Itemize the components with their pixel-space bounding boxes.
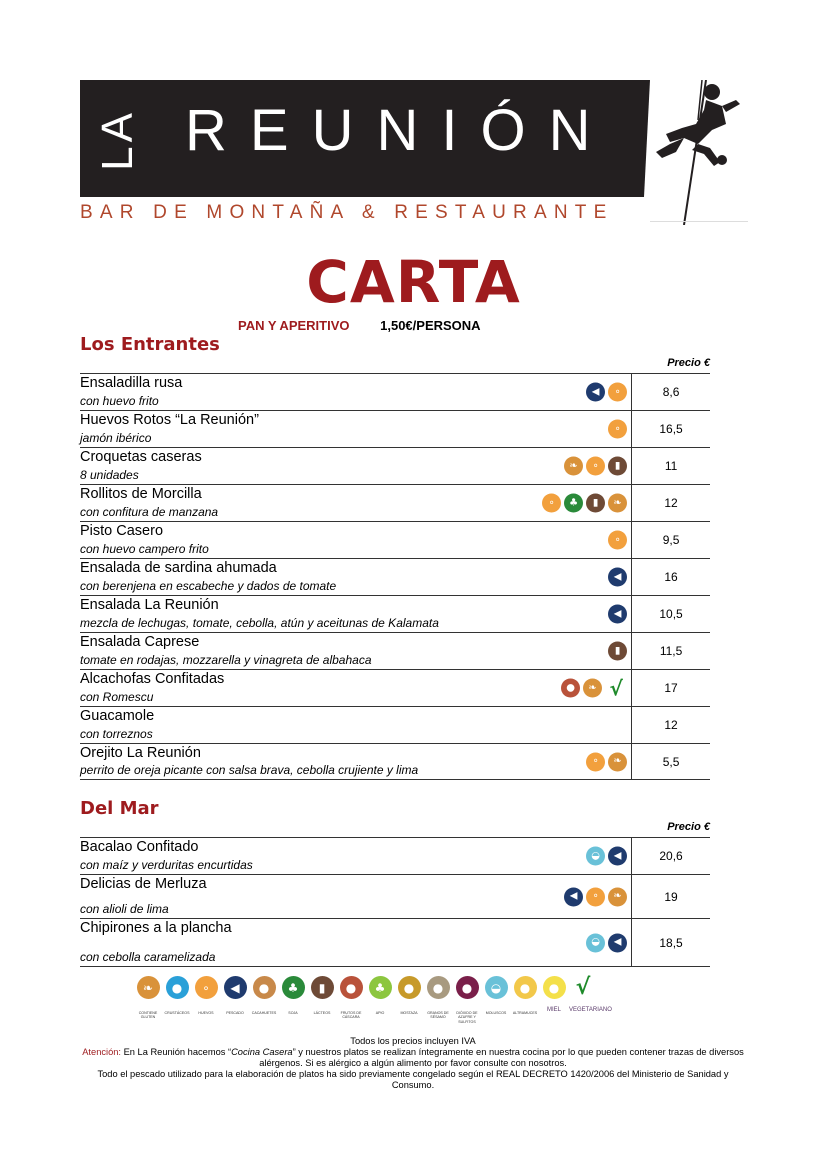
egg-icon: ∘: [608, 420, 627, 439]
mustard-icon: ●: [398, 976, 421, 999]
dish-price: 12: [631, 485, 710, 521]
allergen-icons: [564, 887, 627, 906]
dish-name: Bacalao Confitado: [80, 839, 199, 855]
allergen-icons: [586, 383, 627, 402]
dish-name: Ensalada de sardina ahumada: [80, 560, 277, 576]
legend-item: [569, 974, 612, 1024]
legend-label: CACAHUETES: [251, 1011, 277, 1015]
egg-icon: ∘: [608, 383, 627, 402]
gluten-icon: ❧: [564, 457, 583, 476]
legend-label: DIÓXIDO DE AZUFRE Y SULFITOS: [456, 1011, 478, 1024]
milk-icon: ▮: [311, 976, 334, 999]
legend-item: [339, 976, 363, 1024]
menu-item-description: [80, 522, 631, 558]
fish-icon: ◀: [608, 933, 627, 952]
legend-label: MOLUSCOS: [485, 1011, 507, 1015]
menu-item-row: [80, 837, 710, 874]
allergen-note: [78, 1047, 748, 1069]
banner-divider: [650, 221, 748, 222]
vegetarian-icon: √: [609, 676, 623, 700]
footer-notes: [78, 1036, 748, 1091]
legend-item: [397, 976, 421, 1024]
menu-item-row: [80, 521, 710, 558]
dish-subtitle: jamón ibérico: [80, 431, 152, 445]
crustacean-icon: ●: [166, 976, 189, 999]
dish-price: 9,5: [631, 522, 710, 558]
legend-label: PESCADO: [226, 1011, 244, 1015]
soy-icon: ♣: [282, 976, 305, 999]
menu-item-description: [80, 485, 631, 521]
dish-name: Croquetas caseras: [80, 449, 202, 465]
legend-label: CRUSTÁCEOS: [164, 1011, 190, 1015]
dish-subtitle: mezcla de lechugas, tomate, cebolla, atún y aceitunas de Kalamata: [80, 616, 439, 630]
dish-name: Huevos Rotos “La Reunión”: [80, 412, 259, 428]
legend-item: [455, 976, 479, 1024]
attention-label: Atención:: [82, 1047, 121, 1057]
honey-icon: ●: [543, 976, 566, 999]
legend-label: GRANOS DE SÉSAMO: [427, 1011, 449, 1020]
menu-item-description: [80, 838, 631, 874]
gluten-icon: ❧: [137, 976, 160, 999]
fish-icon: ◀: [564, 887, 583, 906]
mollusc-icon: ◒: [586, 933, 605, 952]
legend-label: LÁCTEOS: [313, 1011, 331, 1015]
legend-label: MOSTAZA: [400, 1011, 418, 1015]
menu-item-row: [80, 743, 710, 780]
dish-price: 5,5: [631, 744, 710, 779]
menu-item-row: [80, 595, 710, 632]
legend-label: CONTIENE GLUTEN: [138, 1011, 158, 1020]
brand-subtitle: BAR DE MONTAÑA & RESTAURANTE: [80, 202, 614, 223]
section-title-del-mar: Del Mar: [80, 798, 159, 819]
dish-price: 8,6: [631, 374, 710, 410]
gluten-icon: ❧: [583, 679, 602, 698]
allergen-icons: [608, 642, 627, 661]
attention-text-b: ” y nuestros platos se realizan íntegramente en nuestra cocina por lo que pueden contener trazas de diversos alérgenos. Si es alérgico a algún alimento por favor consulte con nosotros.: [259, 1047, 744, 1068]
celery-icon: ♣: [564, 494, 583, 513]
fish-icon: ◀: [608, 847, 627, 866]
menu-item-description: [80, 448, 631, 484]
menu-item-description: [80, 411, 631, 447]
egg-icon: ∘: [608, 531, 627, 550]
egg-icon: ∘: [195, 976, 218, 999]
legend-label: MIEL: [546, 1007, 561, 1013]
dish-subtitle: 8 unidades: [80, 468, 139, 482]
legend-item: [484, 976, 508, 1024]
dish-price: 11,5: [631, 633, 710, 669]
legend-item: [252, 976, 276, 1024]
bread-price: 1,50€/PERSONA: [380, 318, 481, 333]
gluten-icon: ❧: [608, 752, 627, 771]
egg-icon: ∘: [542, 494, 561, 513]
dish-subtitle: con confitura de manzana: [80, 505, 219, 519]
entrantes-table: [80, 373, 710, 780]
allergen-icons: [586, 847, 627, 866]
fish-icon: ◀: [224, 976, 247, 999]
menu-item-row: [80, 447, 710, 484]
sulphite-icon: ●: [456, 976, 479, 999]
nut-icon: ●: [561, 679, 580, 698]
dish-name: Ensalada La Reunión: [80, 597, 219, 613]
dish-subtitle: con huevo campero frito: [80, 542, 209, 556]
celery-icon: ♣: [369, 976, 392, 999]
gluten-icon: ❧: [608, 887, 627, 906]
dish-price: 16: [631, 559, 710, 595]
dish-price: 19: [631, 875, 710, 918]
legend-label: APIO: [375, 1011, 385, 1015]
allergen-legend: [136, 974, 612, 1024]
dish-name: Ensaladilla rusa: [80, 375, 183, 391]
menu-item-row: [80, 632, 710, 669]
legend-item: [426, 976, 450, 1024]
page-title: CARTA: [306, 248, 521, 316]
dish-name: Alcachofas Confitadas: [80, 671, 225, 687]
brand-name: REUNIÓN: [185, 98, 614, 163]
allergen-icons: [608, 420, 627, 439]
dish-subtitle: con cebolla caramelizada: [80, 950, 216, 964]
dish-price: 17: [631, 670, 710, 706]
dish-name: Guacamole: [80, 708, 155, 724]
nut-icon: ●: [340, 976, 363, 999]
gluten-icon: ❧: [608, 494, 627, 513]
menu-item-description: [80, 875, 631, 918]
legend-label: VEGETARIANO: [569, 1007, 612, 1013]
menu-item-description: [80, 633, 631, 669]
allergen-icons: [564, 457, 627, 476]
allergen-icons: [561, 676, 627, 700]
dish-name: Orejito La Reunión: [80, 745, 201, 761]
legend-item: [194, 976, 218, 1024]
legend-item: [136, 976, 160, 1024]
menu-item-row: [80, 874, 710, 918]
allergen-icons: [586, 933, 627, 952]
menu-item-description: [80, 670, 631, 706]
dish-subtitle: con Romescu: [80, 690, 154, 704]
dish-subtitle: perrito de oreja picante con salsa brava, cebolla crujiente y lima: [80, 763, 419, 777]
allergen-icons: [608, 531, 627, 550]
legend-item: [281, 976, 305, 1024]
menu-item-description: [80, 919, 631, 966]
iva-note: Todos los precios incluyen IVA: [350, 1036, 476, 1046]
legend-item: [513, 976, 537, 1024]
dish-name: Pisto Casero: [80, 523, 164, 539]
menu-item-row: [80, 669, 710, 706]
legend-item: [310, 976, 334, 1024]
dish-price: 10,5: [631, 596, 710, 632]
attention-italic: Cocina Casera: [231, 1047, 293, 1057]
dish-name: Ensalada Caprese: [80, 634, 200, 650]
sesame-icon: ●: [427, 976, 450, 999]
menu-item-description: [80, 596, 631, 632]
climber-silhouette-icon: [640, 80, 750, 225]
menu-item-row: [80, 706, 710, 743]
fish-icon: ◀: [608, 605, 627, 624]
milk-icon: ▮: [608, 642, 627, 661]
allergen-icons: [542, 494, 627, 513]
section-title-entrantes: Los Entrantes: [80, 334, 220, 355]
price-header: Precio €: [667, 357, 710, 369]
price-header: Precio €: [667, 821, 710, 833]
dish-price: 20,6: [631, 838, 710, 874]
dish-name: Delicias de Merluza: [80, 876, 207, 892]
menu-item-row: [80, 558, 710, 595]
dish-subtitle: tomate en rodajas, mozzarella y vinagreta de albahaca: [80, 653, 372, 667]
legend-item: [165, 976, 189, 1024]
fish-icon: ◀: [586, 383, 605, 402]
menu-item-description: [80, 707, 631, 743]
menu-item-row: [80, 918, 710, 967]
legend-label: HUEVOS: [198, 1011, 214, 1015]
legend-item: [368, 976, 392, 1024]
allergen-icons: [586, 752, 627, 771]
milk-icon: ▮: [608, 457, 627, 476]
fish-freezing-note: Todo el pescado utilizado para la elaboración de platos ha sido previamente congelado según el REAL DECRETO 1420/2006 del Ministerio de Sanidad y Consumo.: [97, 1069, 729, 1090]
egg-icon: ∘: [586, 457, 605, 476]
dish-subtitle: con maíz y verduritas encurtidas: [80, 858, 253, 872]
dish-price: 16,5: [631, 411, 710, 447]
menu-item-row: [80, 410, 710, 447]
egg-icon: ∘: [586, 752, 605, 771]
del-mar-table: [80, 837, 710, 967]
milk-icon: ▮: [586, 494, 605, 513]
dish-subtitle: con berenjena en escabeche y dados de tomate: [80, 579, 337, 593]
peanut-icon: ●: [253, 976, 276, 999]
menu-item-row: [80, 484, 710, 521]
allergen-icons: [608, 568, 627, 587]
legend-label: FRUTOS DE CÁSCARA: [340, 1011, 362, 1020]
menu-item-description: [80, 559, 631, 595]
dish-subtitle: con huevo frito: [80, 394, 159, 408]
menu-item-description: [80, 744, 631, 779]
egg-icon: ∘: [586, 887, 605, 906]
dish-price: 11: [631, 448, 710, 484]
menu-item-description: [80, 374, 631, 410]
attention-text-a: En La Reunión hacemos “: [121, 1047, 232, 1057]
dish-price: 18,5: [631, 919, 710, 966]
dish-price: 12: [631, 707, 710, 743]
bread-label: PAN Y APERITIVO: [238, 318, 350, 333]
dish-subtitle: con torreznos: [80, 727, 153, 741]
mollusc-icon: ◒: [586, 847, 605, 866]
fish-icon: ◀: [608, 568, 627, 587]
dish-subtitle: con alioli de lima: [80, 902, 169, 916]
dish-name: Rollitos de Morcilla: [80, 486, 202, 502]
brand-prefix: LA: [93, 109, 142, 171]
legend-label: ALTRAMUCES: [512, 1011, 538, 1015]
mollusc-icon: ◒: [485, 976, 508, 999]
dish-name: Chipirones a la plancha: [80, 920, 232, 936]
lupin-icon: ●: [514, 976, 537, 999]
allergen-icons: [608, 605, 627, 624]
bread-aperitif-line: [238, 318, 481, 333]
legend-item: [542, 976, 566, 1024]
legend-label: SOJA: [288, 1011, 298, 1015]
vegetarian-icon: √: [575, 974, 591, 1000]
restaurant-logo-banner: [80, 80, 748, 225]
menu-item-row: [80, 373, 710, 410]
legend-item: [223, 976, 247, 1024]
